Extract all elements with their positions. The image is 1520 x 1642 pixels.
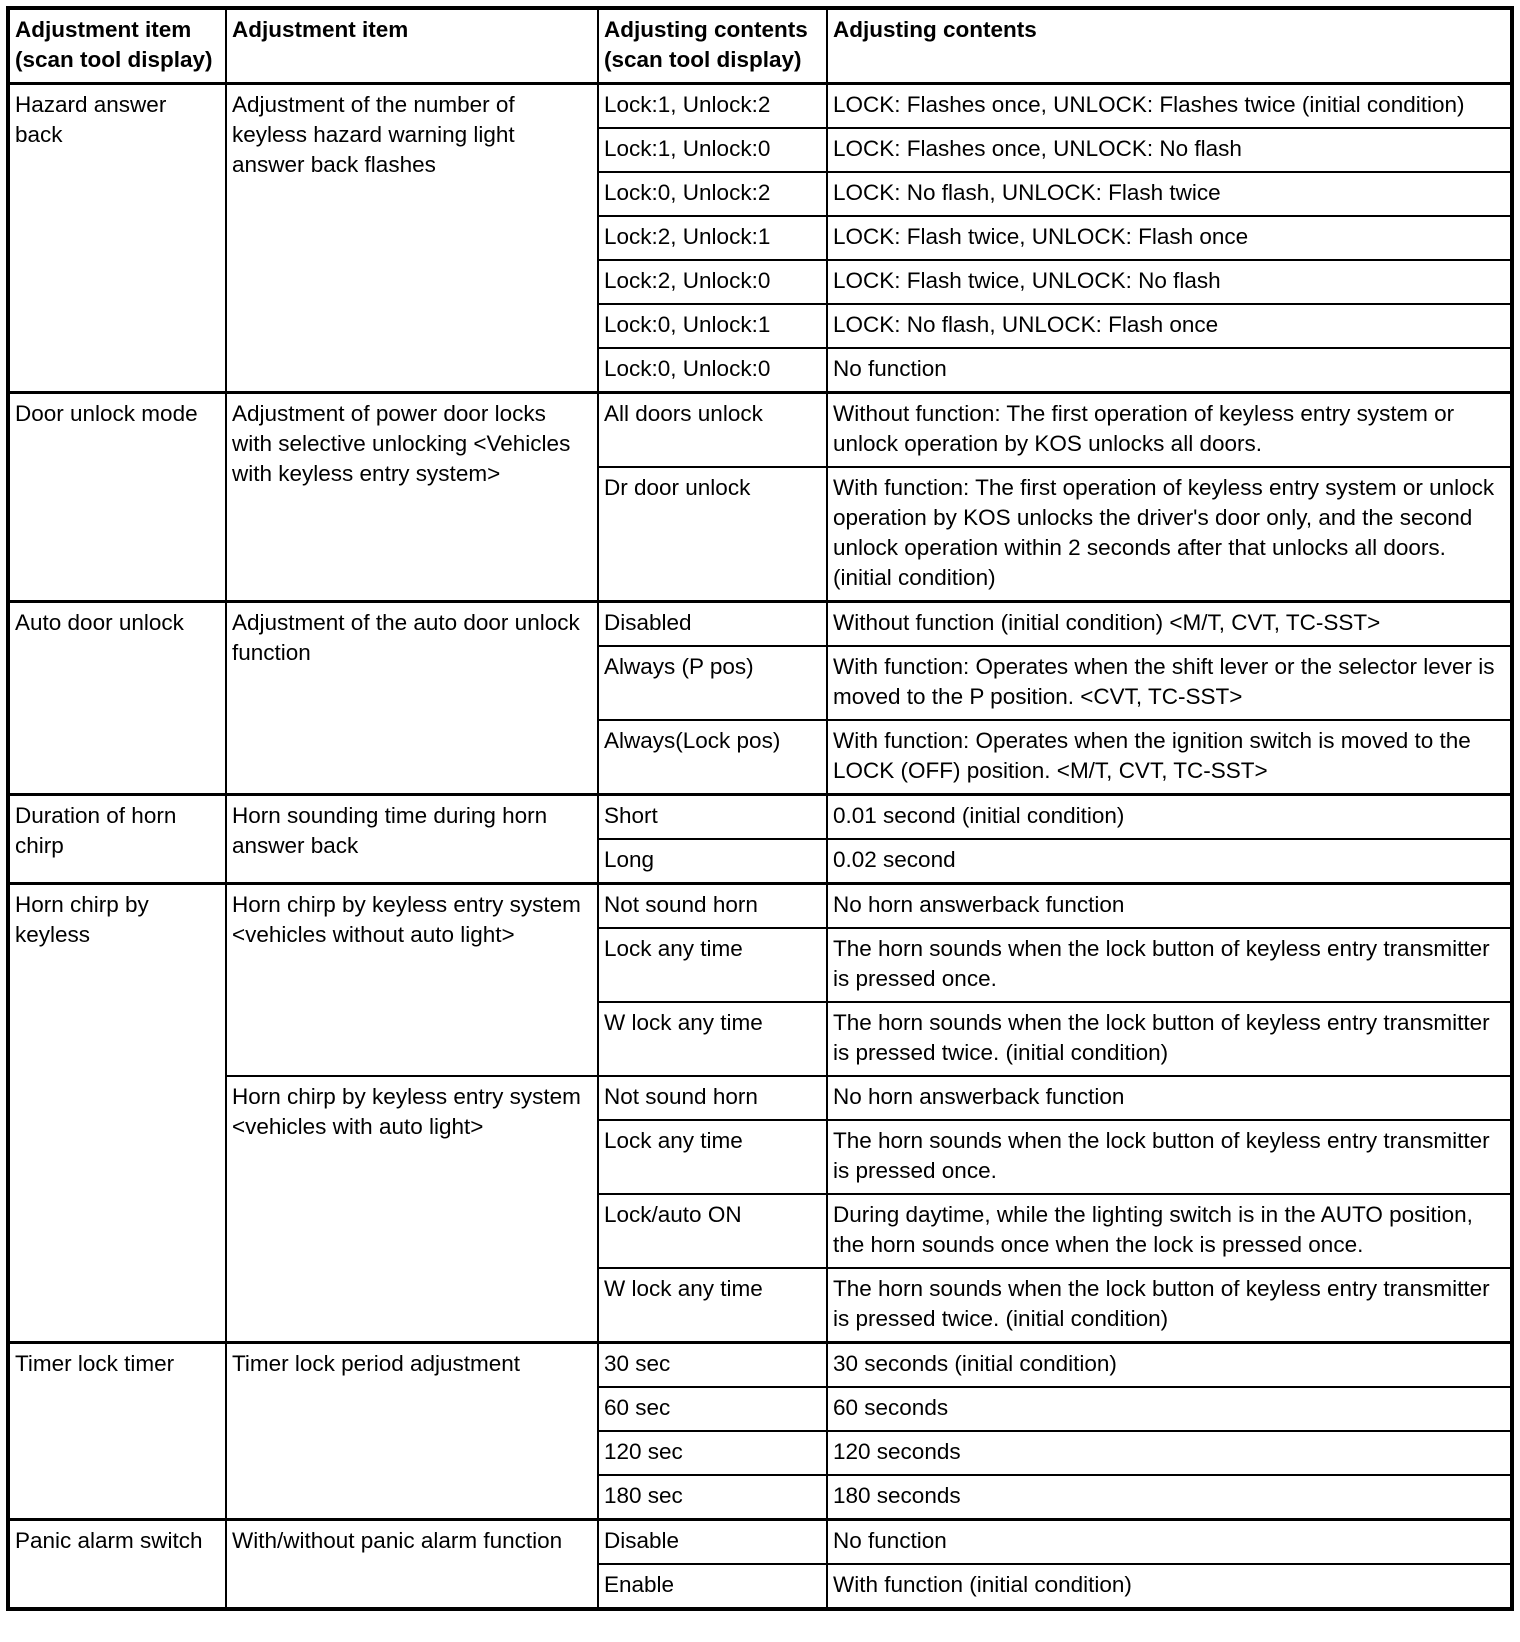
option-content-cell: Without function: The first operation of keyless entry system or unlock operation by KOS unlocks all doors.: [827, 393, 1512, 468]
header-row: [8, 8, 1512, 84]
table-row: [8, 84, 1512, 129]
option-content-cell: 120 seconds: [827, 1431, 1512, 1475]
option-content-cell: During daytime, while the lighting switch is in the AUTO position, the horn sounds once when the lock is pressed once.: [827, 1194, 1512, 1268]
header-scan-contents: Adjusting contents (scan tool display): [598, 8, 827, 84]
scan-option-cell: Lock/auto ON: [598, 1194, 827, 1268]
scan-option-cell: 60 sec: [598, 1387, 827, 1431]
scan-item-cell: Timer lock timer: [8, 1343, 226, 1520]
scan-option-cell: Lock:2, Unlock:0: [598, 260, 827, 304]
scan-option-cell: Long: [598, 839, 827, 884]
scan-option-cell: Lock:1, Unlock:2: [598, 84, 827, 129]
scan-option-cell: 120 sec: [598, 1431, 827, 1475]
option-content-cell: LOCK: Flashes once, UNLOCK: No flash: [827, 128, 1512, 172]
scan-option-cell: Not sound horn: [598, 1076, 827, 1120]
adjustment-table: [6, 6, 1514, 1611]
option-content-cell: No horn answerback function: [827, 1076, 1512, 1120]
scan-item-cell: Auto door unlock: [8, 602, 226, 795]
option-content-cell: The horn sounds when the lock button of keyless entry transmitter is pressed twice. (initial condition): [827, 1002, 1512, 1076]
option-content-cell: 0.01 second (initial condition): [827, 795, 1512, 840]
scan-option-cell: Lock:0, Unlock:1: [598, 304, 827, 348]
scan-option-cell: W lock any time: [598, 1268, 827, 1343]
item-description-cell: Adjustment of the auto door unlock function: [226, 602, 598, 795]
item-description-cell: Adjustment of power door locks with selective unlocking <Vehicles with keyless entry system>: [226, 393, 598, 602]
scan-option-cell: 180 sec: [598, 1475, 827, 1520]
option-content-cell: 30 seconds (initial condition): [827, 1343, 1512, 1388]
table-row: [8, 1076, 1512, 1120]
table-row: [8, 1520, 1512, 1565]
option-content-cell: LOCK: Flash twice, UNLOCK: No flash: [827, 260, 1512, 304]
scan-item-cell: Duration of horn chirp: [8, 795, 226, 884]
item-description-cell: Adjustment of the number of keyless hazard warning light answer back flashes: [226, 84, 598, 393]
option-content-cell: LOCK: Flashes once, UNLOCK: Flashes twice (initial condition): [827, 84, 1512, 129]
scan-option-cell: W lock any time: [598, 1002, 827, 1076]
scan-option-cell: Dr door unlock: [598, 467, 827, 602]
option-content-cell: No function: [827, 348, 1512, 393]
scan-option-cell: Disabled: [598, 602, 827, 647]
option-content-cell: No horn answerback function: [827, 884, 1512, 929]
scan-option-cell: Short: [598, 795, 827, 840]
option-content-cell: With function: The first operation of keyless entry system or unlock operation by KOS unlocks the driver's door only, and the second unlock operation within 2 seconds after that unlocks all doors. (initial condition): [827, 467, 1512, 602]
option-content-cell: With function: Operates when the shift lever or the selector lever is moved to the P position. <CVT, TC-SST>: [827, 646, 1512, 720]
option-content-cell: Without function (initial condition) <M/T, CVT, TC-SST>: [827, 602, 1512, 647]
table-row: [8, 1343, 1512, 1388]
scan-option-cell: Lock:1, Unlock:0: [598, 128, 827, 172]
scan-option-cell: Disable: [598, 1520, 827, 1565]
header-scan-item: Adjustment item (scan tool display): [8, 8, 226, 84]
table-row: [8, 795, 1512, 840]
header-contents: Adjusting contents: [827, 8, 1512, 84]
scan-option-cell: Lock:2, Unlock:1: [598, 216, 827, 260]
scan-option-cell: All doors unlock: [598, 393, 827, 468]
scan-item-cell: Hazard answer back: [8, 84, 226, 393]
scan-item-cell: Panic alarm switch: [8, 1520, 226, 1610]
table-row: [8, 393, 1512, 468]
scan-option-cell: Always(Lock pos): [598, 720, 827, 795]
scan-option-cell: Lock:0, Unlock:2: [598, 172, 827, 216]
option-content-cell: 0.02 second: [827, 839, 1512, 884]
scan-option-cell: 30 sec: [598, 1343, 827, 1388]
table-row: [8, 884, 1512, 929]
option-content-cell: LOCK: No flash, UNLOCK: Flash twice: [827, 172, 1512, 216]
option-content-cell: The horn sounds when the lock button of keyless entry transmitter is pressed once.: [827, 1120, 1512, 1194]
scan-option-cell: Always (P pos): [598, 646, 827, 720]
option-content-cell: With function (initial condition): [827, 1564, 1512, 1609]
option-content-cell: 60 seconds: [827, 1387, 1512, 1431]
option-content-cell: The horn sounds when the lock button of keyless entry transmitter is pressed once.: [827, 928, 1512, 1002]
scan-item-cell: Door unlock mode: [8, 393, 226, 602]
scan-option-cell: Lock:0, Unlock:0: [598, 348, 827, 393]
option-content-cell: LOCK: No flash, UNLOCK: Flash once: [827, 304, 1512, 348]
option-content-cell: 180 seconds: [827, 1475, 1512, 1520]
option-content-cell: No function: [827, 1520, 1512, 1565]
table-row: [8, 602, 1512, 647]
scan-option-cell: Not sound horn: [598, 884, 827, 929]
option-content-cell: LOCK: Flash twice, UNLOCK: Flash once: [827, 216, 1512, 260]
scan-option-cell: Lock any time: [598, 928, 827, 1002]
item-description-cell: Timer lock period adjustment: [226, 1343, 598, 1520]
table-body: [8, 84, 1512, 1610]
option-content-cell: With function: Operates when the ignition switch is moved to the LOCK (OFF) position. <M/T, CVT, TC-SST>: [827, 720, 1512, 795]
item-description-cell: With/without panic alarm function: [226, 1520, 598, 1610]
option-content-cell: The horn sounds when the lock button of keyless entry transmitter is pressed twice. (initial condition): [827, 1268, 1512, 1343]
item-description-cell: Horn sounding time during horn answer back: [226, 795, 598, 884]
scan-option-cell: Lock any time: [598, 1120, 827, 1194]
scan-option-cell: Enable: [598, 1564, 827, 1609]
item-description-cell: Horn chirp by keyless entry system <vehicles with auto light>: [226, 1076, 598, 1343]
item-description-cell: Horn chirp by keyless entry system <vehicles without auto light>: [226, 884, 598, 1077]
header-item: Adjustment item: [226, 8, 598, 84]
scan-item-cell: Horn chirp by keyless: [8, 884, 226, 1343]
